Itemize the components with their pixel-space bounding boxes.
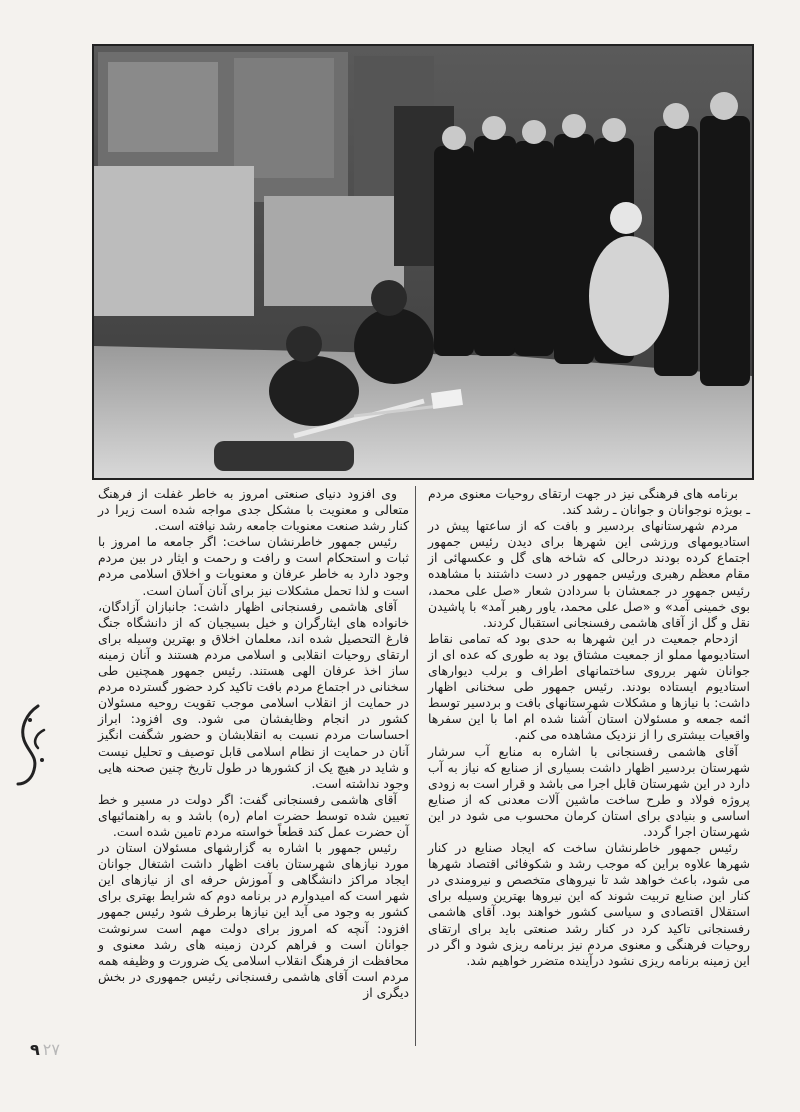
paragraph: آقای هاشمی رفسنجانی گفت: اگر دولت در مسیر و خط تعیین شده توسط حضرت امام (ره) باشد و به راهنمائیهای آن حضرت عمل کند قطعاً خواسته مردم تامین شده است.	[98, 791, 409, 839]
article-column-right	[428, 486, 750, 1046]
page-number-main: ۹	[30, 1040, 40, 1059]
page-number-faint: ۲۷	[42, 1040, 60, 1059]
paragraph: ازدحام جمعیت در این شهرها به حدی بود که تمامی نقاط استادیومها مملو از جمعیت مشتاق بود به طوری که عده ای از جوانان شهر برروی ساختمانهای اطراف و برلب دیوارهای استادیوم ایستاده بودند. رئیس جمهور طی سخنانی اظهار داشت: با نیازها و مشکلات شهرستانهای بافت و بردسیر توسط ائمه جمعه و مسئولان استان آشنا شده ام اما با این سفرها واقعیات بیشتری را از نزدیک مشاهده می کنم.	[428, 630, 750, 743]
paragraph: آقای هاشمی رفسنجانی اظهار داشت: جانبازان آزادگان، خانواده های ایثارگران و خیل بسیجیان که از دانشگاه جنگ فارغ التحصیل شده اند، معلمان اخلاق و بهترین وسیله برای ارتقای روحیات انقلابی و اسلامی مردم هستند و آنان زمینه ساز اخذ عرفان الهی هستند. رئیس جمهور همچنین طی سخنانی در اجتماع مردم بافت تاکید کرد حضور گسترده مردم در حمایت از انقلاب اسلامی موجب تقویت روحیه مسئولان کشور در انجام وظایفشان می شود. وی افزود: ابراز احساسات مردم نسبت به انقلابشان و حضور شگفت انگیز آنان در حمایت از نظام اسلامی قابل توصیف و تحلیل نیست و شاید در هیچ یک از کشورها در طول تاریخ چنین صحنه هایی وجود نداشته است.	[98, 598, 409, 791]
paragraph: آقای هاشمی رفسنجانی با اشاره به منابع آب سرشار شهرستان بردسیر اظهار داشت بسیاری از صنایع که نیاز به آب دارد در این شهرستان قابل اجرا می باشد و قرار است به زودی پروژه فولاد و طرح ساخت ماشین آلات معدنی که از صنایع اساسی و بنیادی برای استان کرمان محسوب می شود در این شهرستان اجرا گردد.	[428, 743, 750, 839]
paragraph: برنامه های فرهنگی نیز در جهت ارتقای روحیات معنوی مردم ـ بویژه نوجوانان و جوانان ـ رشد کند.	[428, 486, 750, 518]
paragraph: رئیس جمهور خاطرنشان ساخت که ایجاد صنایع در کنار شهرها علاوه براین که موجب رشد و شکوفائی اقتصاد شهرها می شود، باعث خواهد شد تا نیروهای متخصص و نیرومندی در کنار این صنایع تربیت شوند که این نیروها بهترین وسیله برای استقلال اقتصادی و سیاسی کشور خواهند بود. آقای هاشمی رفسنجانی تاکید کرد در کنار رشد صنعتی باید برای ارتقای روحیات فرهنگی و معنوی مردم نیز برنامه ریزی شود و اگر در این زمینه برنامه ریزی نشود درآینده متضرر خواهیم شد.	[428, 840, 750, 968]
page-number	[30, 1040, 60, 1059]
paragraph: مردم شهرستانهای بردسیر و بافت که از ساعتها پیش در استادیومهای ورزشی این شهرها برای دیدن رئیس جمهور اجتماع کرده بودند درحالی که شاخه های گل و عکسهائی از مقام معظم رهبری ورئیس جمهور در دست داشتند با مشاهده رئیس جمهور در جمعشان با سردادن شعار «صل علی محمد، بوی خمینی آمد» و «صل علی محمد، یاور رهبر آمد» با پاشیدن نقل و گل از آقای هاشمی رفسنجانی استقبال کردند.	[428, 518, 750, 630]
paragraph: رئیس جمهور خاطرنشان ساخت: اگر جامعه ما امروز با ثبات و استحکام است و رافت و رحمت و ایثار در بین مردم وجود دارد به خاطر عرفان و معنویات و اخلاق اسلامی مردم است و لذا تحمل مشکلات نیز برای آنان آسان است.	[98, 534, 409, 598]
article-column-left	[98, 486, 416, 1046]
kerman-logo	[8, 700, 52, 788]
paragraph: وی افزود دنیای صنعتی امروز به خاطر غفلت از فرهنگ متعالی و معنویت با مشکل جدی مواجه شده است زیرا در کنار رشد صنعت معنویات جامعه رشد نیافته است.	[98, 486, 409, 534]
news-photo	[92, 44, 754, 480]
photo-illustration	[94, 46, 752, 478]
paragraph: رئیس جمهور با اشاره به گزارشهای مسئولان استان در مورد نیازهای شهرستان بافت اظهار داشت اشتغال جوانان ایجاد مراکز دانشگاهی و آموزش حرفه ای از نیازهای این شهر است که امیدوارم در برنامه دوم که شرایط بهتری برای کشور به وجود می آید این نیازها برطرف شود رئیس جمهور افزود: آنچه که امروز برای دولت مهم است سرنوشت جوانان است و فراهم کردن زمینه های رشد معنوی و محافظت از فرهنگ انقلاب اسلامی یک ضرورت و وظیفه همه مردم است آقای هاشمی رفسنجانی رئیس جمهوری در بخش دیگری از	[98, 840, 409, 1000]
